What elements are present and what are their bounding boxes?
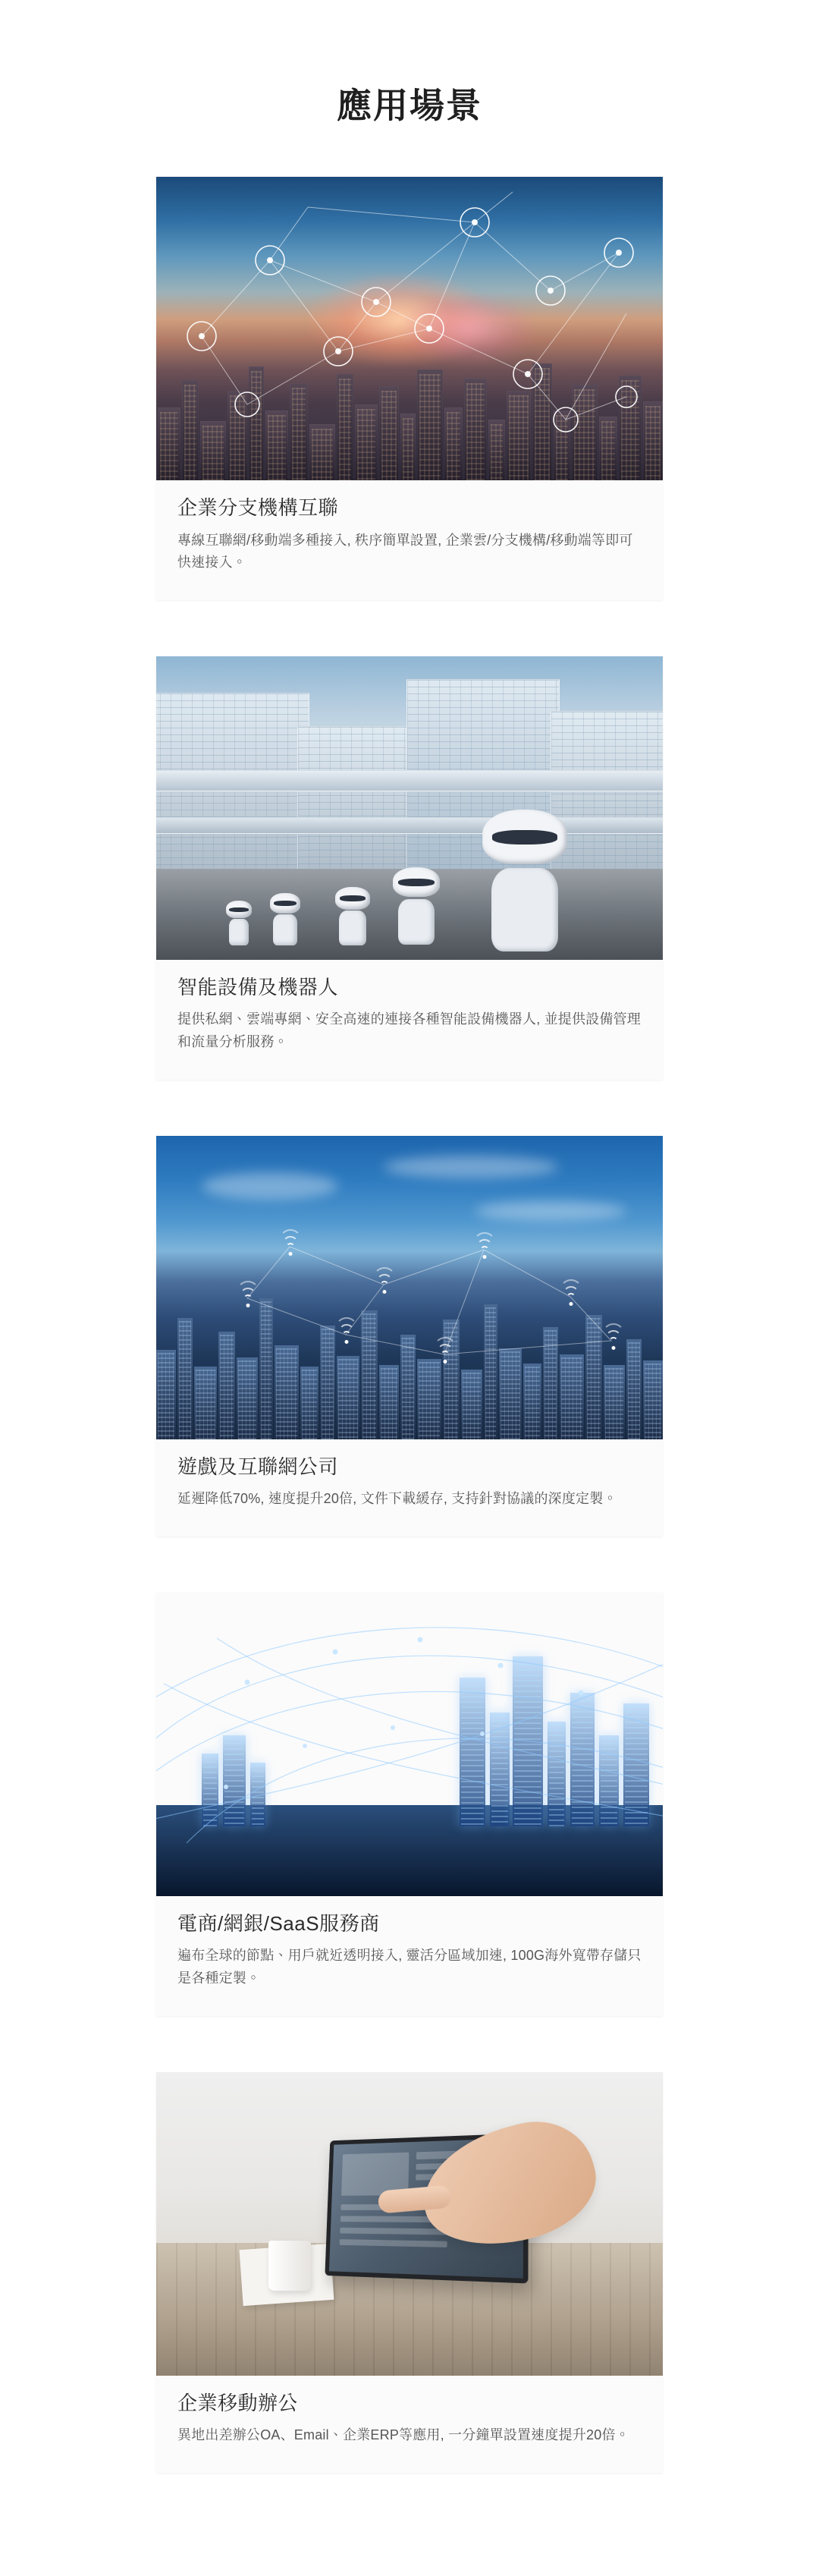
- wifi-icon: [335, 1321, 358, 1344]
- wifi-icon: [560, 1283, 582, 1306]
- wifi-icon: [473, 1236, 496, 1259]
- scenario-card[interactable]: [156, 656, 663, 1080]
- blue-night-city-arcs-image: [156, 1593, 663, 1896]
- card-title: 電商/網銀/SaaS服務商: [177, 1911, 380, 1935]
- network-connection-lines: [156, 177, 663, 480]
- wifi-icon: [434, 1341, 457, 1363]
- scenario-card[interactable]: [156, 1593, 663, 2016]
- wifi-icon: [279, 1233, 302, 1256]
- wifi-icon: [237, 1285, 259, 1307]
- harbour-night-wifi-image: [156, 1136, 663, 1439]
- card-title: 遊戲及互聯網公司: [177, 1455, 339, 1478]
- card-description: 異地出差辦公OA、Email、企業ERP等應用, 一分鐘單設置速度提升20倍。: [177, 2427, 629, 2442]
- city-dusk-network-nodes-image: [156, 177, 663, 480]
- card-title: 企業分支機構互聯: [177, 496, 339, 520]
- tablet-desk-hand-image: [156, 2072, 663, 2376]
- card-title: 智能設備及機器人: [177, 975, 339, 999]
- scenario-card-list: [156, 127, 663, 2472]
- scenario-card[interactable]: [156, 1136, 663, 1536]
- card-text-block: [156, 480, 663, 600]
- modern-building-robots-image: [156, 656, 663, 960]
- robot-figure: [226, 901, 252, 946]
- global-network-arcs: [156, 1593, 663, 1896]
- card-text-block: [156, 1896, 663, 2016]
- cup-object: [268, 2241, 311, 2291]
- card-text-block: [156, 960, 663, 1080]
- card-title: 企業移動辦公: [177, 2391, 299, 2414]
- card-description: 延遲降低70%, 速度提升20倍, 文件下載緩存, 支持針對協議的深度定製。: [177, 1491, 617, 1507]
- card-description: 提供私網、雲端專網、安全高速的連接各種智能設備機器人, 並提供設備管理和流量分析服務。: [177, 1011, 641, 1050]
- card-text-block: [156, 1439, 663, 1536]
- page-title: 應用場景: [337, 86, 482, 125]
- wifi-icon: [602, 1327, 625, 1350]
- robot-figure: [482, 810, 567, 954]
- wifi-link-lines: [156, 1136, 663, 1439]
- card-description: 專線互聯網/移動端多種接入, 秩序簡單設置, 企業雲/分支機構/移動端等即可快速接入。: [177, 532, 633, 571]
- wifi-icon: [373, 1271, 396, 1294]
- scenario-card[interactable]: [156, 2072, 663, 2473]
- robot-figure: [270, 893, 300, 946]
- scenario-card[interactable]: [156, 177, 663, 600]
- robot-figure: [393, 867, 440, 946]
- card-description: 遍布全球的節點、用戶就近透明接入, 靈活分區域加速, 100G海外寬帶存儲只是各種定製。: [177, 1948, 642, 1986]
- card-text-block: [156, 2376, 663, 2473]
- robot-figure: [335, 887, 370, 946]
